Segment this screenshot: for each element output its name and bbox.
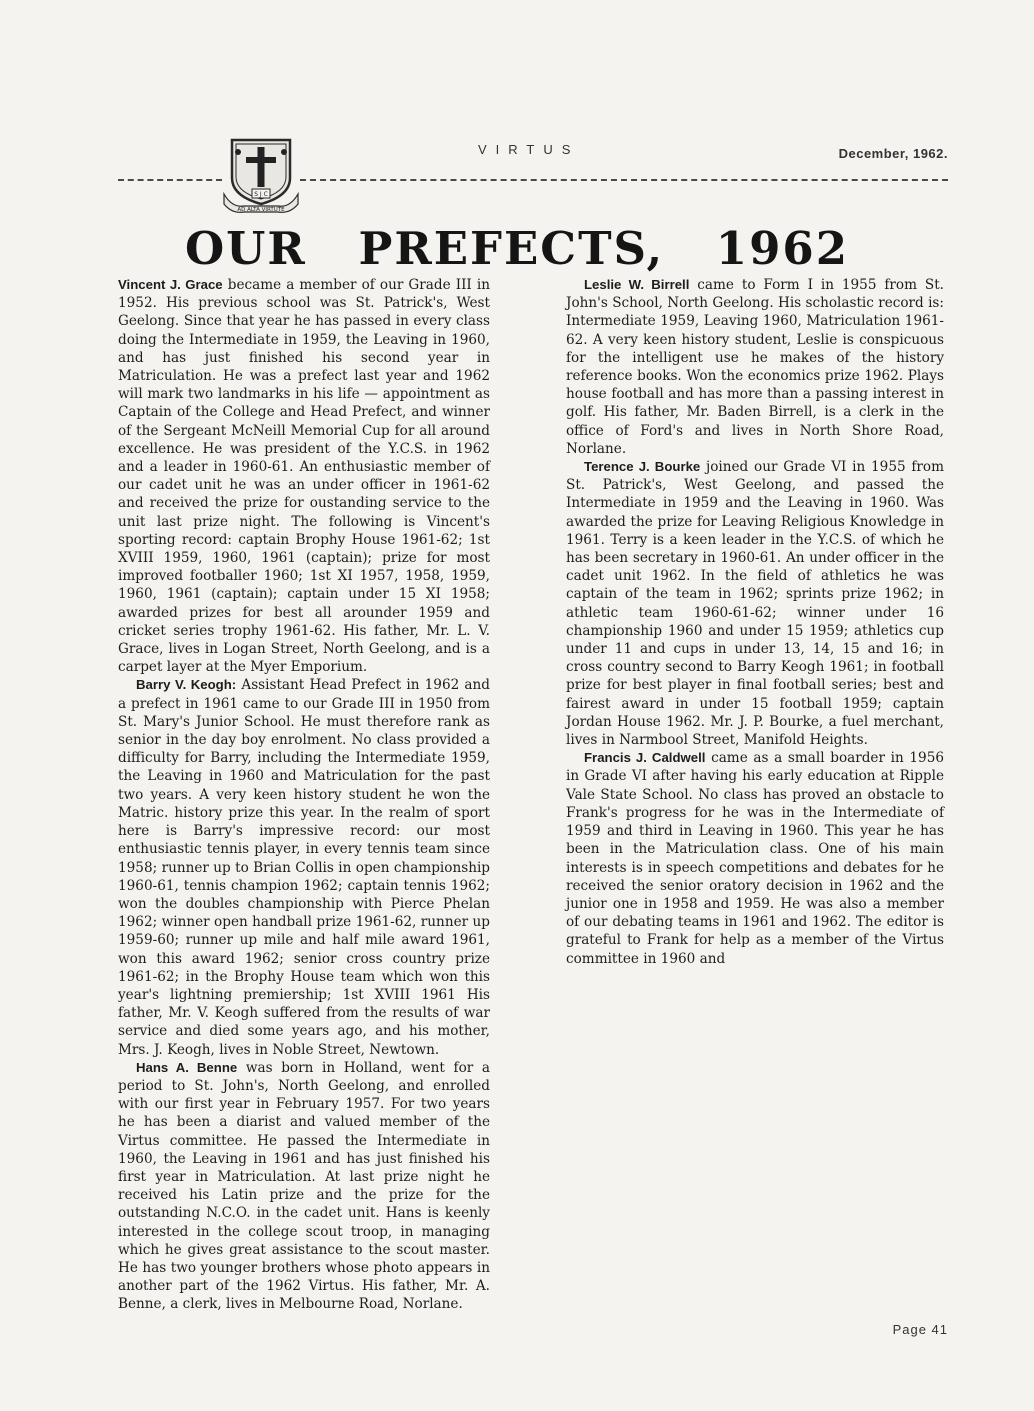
prefect-paragraph xyxy=(118,676,490,1058)
prefect-bio: Assistant Head Prefect in 1962 and a prefect in 1961 came to our Grade III in 1950 from St. Mary's Junior School. He must therefore rank as senior in the day boy enrolment. No class provided a difficulty for Barry, including the Intermediate 1959, the Leaving in 1960 and Matriculation for the past two years. A very keen history student he won the Matric. history prize this year. In the realm of sport here is Barry's impressive record: our most enthusiastic tennis player, in every tennis team since 1958; runner up to Brian Collis in open championship 1960-61, tennis champion 1962; captain tennis 1962; won the doubles championship with Pierce Phelan 1962; winner open handball prize 1961-62, runner up 1959-60; runner up mile and half mile award 1961, won this award 1962; senior cross country prize 1961-62; in the Brophy House team which won this year's lightning premiership; 1st XVIII 1961 His father, Mr. V. Keogh suffered from the results of war service and died some years ago, and his mother, Mrs. J. Keogh, lives in Noble Street, Newtown. xyxy=(118,677,490,1058)
prefect-bio: came to Form I in 1955 from St. John's School, North Geelong. His scholastic record is: Intermediate 1959, Leaving 1960, Matriculation 1961-62. A very keen history student, Leslie is conspicuous for the intelligent use he makes of the history reference books. Won the economics prize 1962. Plays house football and has more than a passing interest in golf. His father, Mr. Baden Birrell, is a clerk in the office of Ford's and lives in North Shore Road, Norlane. xyxy=(566,277,944,457)
prefect-paragraph xyxy=(566,749,944,967)
prefect-paragraph xyxy=(566,458,944,749)
prefect-name: Hans A. Benne xyxy=(136,1059,238,1075)
prefect-name: Barry V. Keogh: xyxy=(136,677,237,693)
page-header xyxy=(0,128,1034,218)
prefect-name: Terence J. Bourke xyxy=(584,459,701,475)
page-number: Page 41 xyxy=(892,1322,948,1337)
column-left xyxy=(118,276,490,1313)
svg-text:AD ALTA VIRTUTE: AD ALTA VIRTUTE xyxy=(237,207,285,213)
page-title: OUR PREFECTS, 1962 xyxy=(184,222,850,275)
prefect-name: Leslie W. Birrell xyxy=(584,277,690,292)
column-right xyxy=(566,276,944,1296)
svg-text:S J C: S J C xyxy=(254,191,268,198)
prefect-paragraph xyxy=(118,276,490,676)
prefect-paragraph xyxy=(566,276,944,458)
prefect-bio: came as a small boarder in 1956 in Grade VI after having his early education at Ripple Vale State School. No class has proved an obstacle to Frank's progress for he was in the Intermediate of 1959 and third in Leaving in 1960. This year he has been in the Matriculation class. One of his main interests is in speech competitions and debates for he received the senior oratory decision in 1962 and the junior one in 1958 and 1959. He was also a member of our debating teams in 1961 and 1962. The editor is grateful to Frank for help as a member of the Virtus committee in 1960 and xyxy=(566,750,944,967)
prefect-paragraph xyxy=(118,1059,490,1314)
header-rule-right xyxy=(300,179,948,181)
prefect-name: Francis J. Caldwell xyxy=(584,750,706,766)
college-crest-icon xyxy=(222,132,300,214)
issue-date: December, 1962. xyxy=(838,146,948,161)
prefect-bio: was born in Holland, went for a period to St. John's, North Geelong, and enrolled with our first year in February 1957. For two years he has been a diarist and valued member of the Virtus committee. He passed the Intermediate in 1960, the Leaving in 1961 and has just finished his first year in Matriculation. At last prize night he received his Latin prize and the prize for the outstanding N.C.O. in the cadet unit. Hans is keenly interested in the college scout troop, in managing which he gives great assistance to the scout master. He has two younger brothers whose photo appears in another part of the 1962 Virtus. His father, Mr. A. Benne, a clerk, lives in Melbourne Road, Norlane. xyxy=(118,1059,490,1313)
prefect-bio: joined our Grade VI in 1955 from St. Patrick's, West Geelong, and passed the Intermediate in 1959 and the Leaving in 1960. Was awarded the prize for Leaving Religious Knowledge in 1961. Terry is a keen leader in the Y.C.S. of which he has been secretary in 1960-61. An under officer in the cadet unit 1962. In the field of athletics he was captain of the team in 1962; sprints prize 1962; in athletic team 1960-61-62; winner under 16 championship 1960 and under 15 1959; athletics cup under 11 and cups in under 13, 14, 15 and 16; in cross country second to Barry Keogh 1961; in football prize for best player in final football series; best and fairest award in under 15 football 1959; captain Jordan House 1962. Mr. J. P. Bourke, a fuel merchant, lives in Narmbool Street, Manifold Heights. xyxy=(566,459,944,749)
prefect-bio: became a member of our Grade III in 1952. His previous school was St. Patrick's, West Geelong. Since that year he has passed in every class doing the Intermediate in 1959, the Leaving in 1960, and has just finished his second year in Matriculation. He was a prefect last year and 1962 will mark two landmarks in his life — appointment as Captain of the College and Head Prefect, and winner of the Sergeant McNeill Memorial Cup for all around excellence. He was president of the Y.C.S. in 1962 and a leader in 1960-61. An enthusiastic member of our cadet unit he was an under officer in 1961-62 and received the prize for oustanding service to the unit last prize night. The following is Vincent's sporting record: captain Brophy House 1961-62; 1st XVIII 1959, 1960, 1961 (captain); prize for most improved footballer 1960; 1st XI 1957, 1958, 1959, 1960, 1961 (captain); captain under 15 XI 1958; awarded prizes for best all arounder 1959 and cricket series trophy 1961-62. His father, Mr. L. V. Grace, lives in Logan Street, North Geelong, and is a carpet layer at the Myer Emporium. xyxy=(118,277,490,676)
magazine-title: VIRTUS xyxy=(478,142,580,157)
header-rule-left xyxy=(118,179,222,181)
prefect-name: Vincent J. Grace xyxy=(118,277,223,292)
